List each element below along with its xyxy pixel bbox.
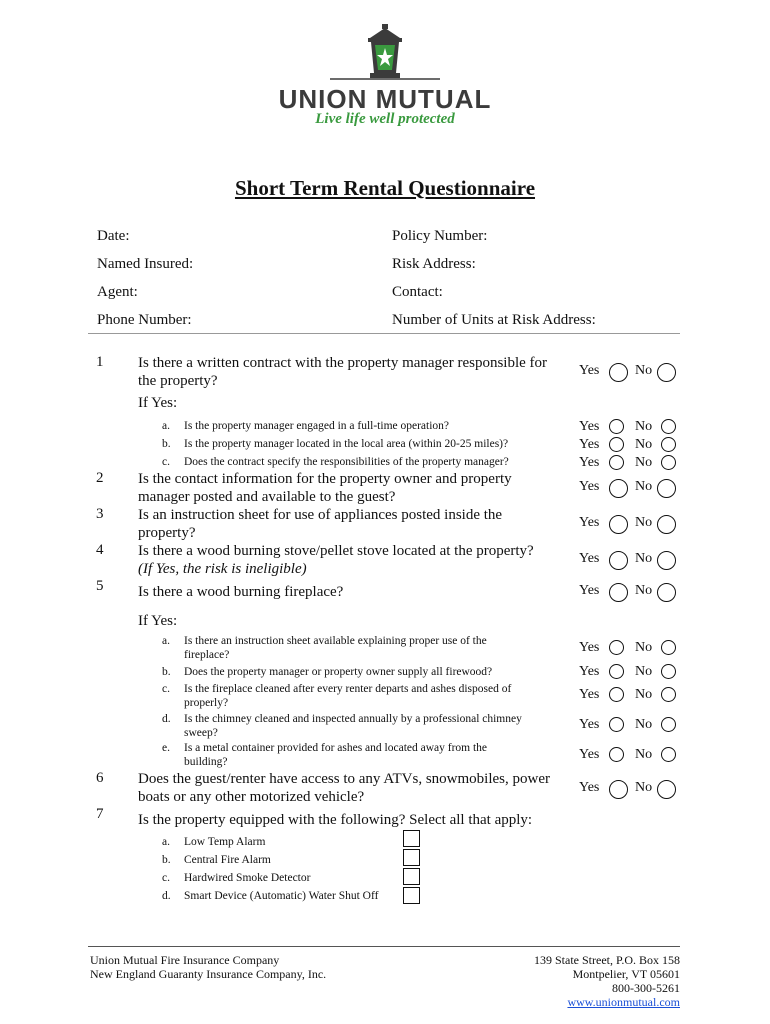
named-insured-label: Named Insured: bbox=[97, 256, 194, 272]
footer-city: Montpelier, VT 05601 bbox=[572, 967, 680, 981]
sub-letter: b. bbox=[162, 666, 171, 678]
no-label: No bbox=[635, 687, 653, 702]
question-4-note: (If Yes, the risk is ineligible) bbox=[138, 561, 307, 577]
phone-number-label: Phone Number: bbox=[97, 312, 192, 328]
risk-address-label: Risk Address: bbox=[392, 256, 476, 272]
radio-no-q5e[interactable] bbox=[661, 747, 676, 762]
question-number: 4 bbox=[96, 542, 104, 558]
sub-letter: d. bbox=[162, 713, 171, 725]
sub-letter: b. bbox=[162, 438, 171, 450]
no-label: No bbox=[635, 363, 653, 378]
radio-no-q5a[interactable] bbox=[661, 640, 676, 655]
sub-question-5b-line1: Does the property manager or property owner supply all firewood? bbox=[184, 666, 493, 678]
footer-divider bbox=[88, 946, 680, 947]
no-label: No bbox=[635, 717, 653, 732]
header-divider bbox=[88, 333, 680, 334]
question-number: 5 bbox=[96, 578, 104, 594]
sub-letter: c. bbox=[162, 683, 170, 695]
radio-yes-q5e[interactable] bbox=[609, 747, 624, 762]
page-title: Short Term Rental Questionnaire bbox=[234, 176, 536, 200]
agent-label: Agent: bbox=[97, 284, 138, 300]
radio-yes-q1[interactable] bbox=[609, 363, 628, 382]
radio-yes-q4[interactable] bbox=[609, 551, 628, 570]
question-1-line2: the property? bbox=[138, 373, 218, 389]
checkbox-hardwired-smoke-detector[interactable] bbox=[403, 868, 420, 885]
date-label: Date: bbox=[97, 228, 130, 244]
radio-yes-q1b[interactable] bbox=[609, 437, 624, 452]
radio-no-q6[interactable] bbox=[657, 780, 676, 799]
question-2-line2: manager posted and available to the guest? bbox=[138, 489, 396, 505]
radio-yes-q5d[interactable] bbox=[609, 717, 624, 732]
no-label: No bbox=[635, 664, 653, 679]
footer-address: 139 State Street, P.O. Box 158 bbox=[534, 953, 680, 967]
question-6-line2: boats or any other motorized vehicle? bbox=[138, 789, 365, 805]
footer-company: Union Mutual Fire Insurance Company bbox=[90, 953, 280, 967]
no-label: No bbox=[635, 583, 653, 598]
footer-phone: 800-300-5261 bbox=[612, 981, 680, 995]
no-label: No bbox=[635, 437, 653, 452]
yes-label: Yes bbox=[579, 515, 600, 530]
yes-label: Yes bbox=[579, 780, 600, 795]
question-number: 6 bbox=[96, 770, 104, 786]
equipment-low-temp-alarm: Low Temp Alarm bbox=[184, 836, 266, 848]
radio-no-q5b[interactable] bbox=[661, 664, 676, 679]
question-6-line1: Does the guest/renter have access to any ATVs, snowmobiles, power bbox=[138, 771, 550, 787]
radio-yes-q5c[interactable] bbox=[609, 687, 624, 702]
radio-yes-q5a[interactable] bbox=[609, 640, 624, 655]
yes-label: Yes bbox=[579, 437, 600, 452]
no-label: No bbox=[635, 455, 653, 470]
sub-question-5e-line2: building? bbox=[184, 756, 228, 768]
sub-letter: e. bbox=[162, 742, 170, 754]
if-yes-label: If Yes: bbox=[138, 613, 178, 629]
radio-no-q1c[interactable] bbox=[661, 455, 676, 470]
sub-question-5d-line2: sweep? bbox=[184, 727, 218, 739]
if-yes-label: If Yes: bbox=[138, 395, 178, 411]
no-label: No bbox=[635, 515, 653, 530]
radio-yes-q1a[interactable] bbox=[609, 419, 624, 434]
yes-label: Yes bbox=[579, 551, 600, 566]
no-label: No bbox=[635, 780, 653, 795]
checkbox-smart-water-shutoff[interactable] bbox=[403, 887, 420, 904]
question-2-line1: Is the contact information for the property owner and property bbox=[138, 471, 512, 487]
yes-label: Yes bbox=[579, 419, 600, 434]
sub-question-5d-line1: Is the chimney cleaned and inspected annually by a professional chimney bbox=[184, 713, 522, 725]
sub-question-1a: Is the property manager engaged in a full-time operation? bbox=[184, 420, 450, 432]
sub-question-1b: Is the property manager located in the local area (within 20-25 miles)? bbox=[184, 438, 509, 450]
radio-yes-q3[interactable] bbox=[609, 515, 628, 534]
checkbox-central-fire-alarm[interactable] bbox=[403, 849, 420, 866]
equipment-smart-water-shutoff: Smart Device (Automatic) Water Shut Off bbox=[184, 890, 379, 902]
footer-website-link[interactable]: www.unionmutual.com bbox=[567, 995, 680, 1009]
radio-no-q5c[interactable] bbox=[661, 687, 676, 702]
yes-label: Yes bbox=[579, 664, 600, 679]
yes-label: Yes bbox=[579, 455, 600, 470]
question-4-line1: Is there a wood burning stove/pellet stove located at the property? bbox=[138, 543, 534, 559]
no-label: No bbox=[635, 640, 653, 655]
sub-question-5c-line2: properly? bbox=[184, 697, 229, 709]
radio-no-q1a[interactable] bbox=[661, 419, 676, 434]
sub-letter: c. bbox=[162, 872, 170, 884]
units-label: Number of Units at Risk Address: bbox=[392, 312, 596, 328]
question-number: 3 bbox=[96, 506, 104, 522]
footer-company-2: New England Guaranty Insurance Company, Inc. bbox=[90, 967, 327, 981]
sub-letter: a. bbox=[162, 635, 170, 647]
policy-number-label: Policy Number: bbox=[392, 228, 488, 244]
yes-label: Yes bbox=[579, 363, 600, 378]
question-number: 7 bbox=[96, 806, 104, 822]
radio-yes-q5b[interactable] bbox=[609, 664, 624, 679]
radio-yes-q1c[interactable] bbox=[609, 455, 624, 470]
question-7-line1: Is the property equipped with the following? Select all that apply: bbox=[138, 812, 533, 828]
yes-label: Yes bbox=[579, 687, 600, 702]
radio-no-q3[interactable] bbox=[657, 515, 676, 534]
yes-label: Yes bbox=[579, 747, 600, 762]
question-number: 2 bbox=[96, 470, 104, 486]
radio-no-q2[interactable] bbox=[657, 479, 676, 498]
sub-letter: c. bbox=[162, 456, 170, 468]
radio-yes-q2[interactable] bbox=[609, 479, 628, 498]
radio-no-q4[interactable] bbox=[657, 551, 676, 570]
brand-tagline: Live life well protected bbox=[315, 111, 455, 127]
sub-question-5c-line1: Is the fireplace cleaned after every renter departs and ashes disposed of bbox=[184, 683, 512, 695]
sub-question-5e-line1: Is a metal container provided for ashes and located away from the bbox=[184, 742, 488, 754]
radio-no-q1b[interactable] bbox=[661, 437, 676, 452]
question-5-line1: Is there a wood burning fireplace? bbox=[138, 584, 344, 600]
no-label: No bbox=[635, 479, 653, 494]
yes-label: Yes bbox=[579, 640, 600, 655]
question-3-line2: property? bbox=[138, 525, 196, 541]
sub-question-1c: Does the contract specify the responsibilities of the property manager? bbox=[184, 456, 509, 468]
checkbox-low-temp-alarm[interactable] bbox=[403, 830, 420, 847]
question-1-line1: Is there a written contract with the property manager responsible for bbox=[138, 355, 548, 371]
radio-yes-q5[interactable] bbox=[609, 583, 628, 602]
sub-question-5a-line1: Is there an instruction sheet available explaining proper use of the bbox=[184, 635, 487, 647]
radio-no-q5d[interactable] bbox=[661, 717, 676, 732]
yes-label: Yes bbox=[579, 583, 600, 598]
no-label: No bbox=[635, 551, 653, 566]
radio-no-q5[interactable] bbox=[657, 583, 676, 602]
sub-question-5a-line2: fireplace? bbox=[184, 649, 230, 661]
sub-letter: a. bbox=[162, 420, 170, 432]
sub-letter: a. bbox=[162, 836, 170, 848]
yes-label: Yes bbox=[579, 479, 600, 494]
sub-letter: b. bbox=[162, 854, 171, 866]
sub-letter: d. bbox=[162, 890, 171, 902]
question-number: 1 bbox=[96, 354, 104, 370]
contact-label: Contact: bbox=[392, 284, 443, 300]
equipment-hardwired-smoke-detector: Hardwired Smoke Detector bbox=[184, 872, 311, 884]
equipment-central-fire-alarm: Central Fire Alarm bbox=[184, 854, 271, 866]
lantern-logo-icon bbox=[330, 24, 440, 86]
no-label: No bbox=[635, 419, 653, 434]
yes-label: Yes bbox=[579, 717, 600, 732]
brand-name: UNION MUTUAL bbox=[278, 84, 492, 114]
radio-no-q1[interactable] bbox=[657, 363, 676, 382]
radio-yes-q6[interactable] bbox=[609, 780, 628, 799]
question-3-line1: Is an instruction sheet for use of appliances posted inside the bbox=[138, 507, 503, 523]
no-label: No bbox=[635, 747, 653, 762]
